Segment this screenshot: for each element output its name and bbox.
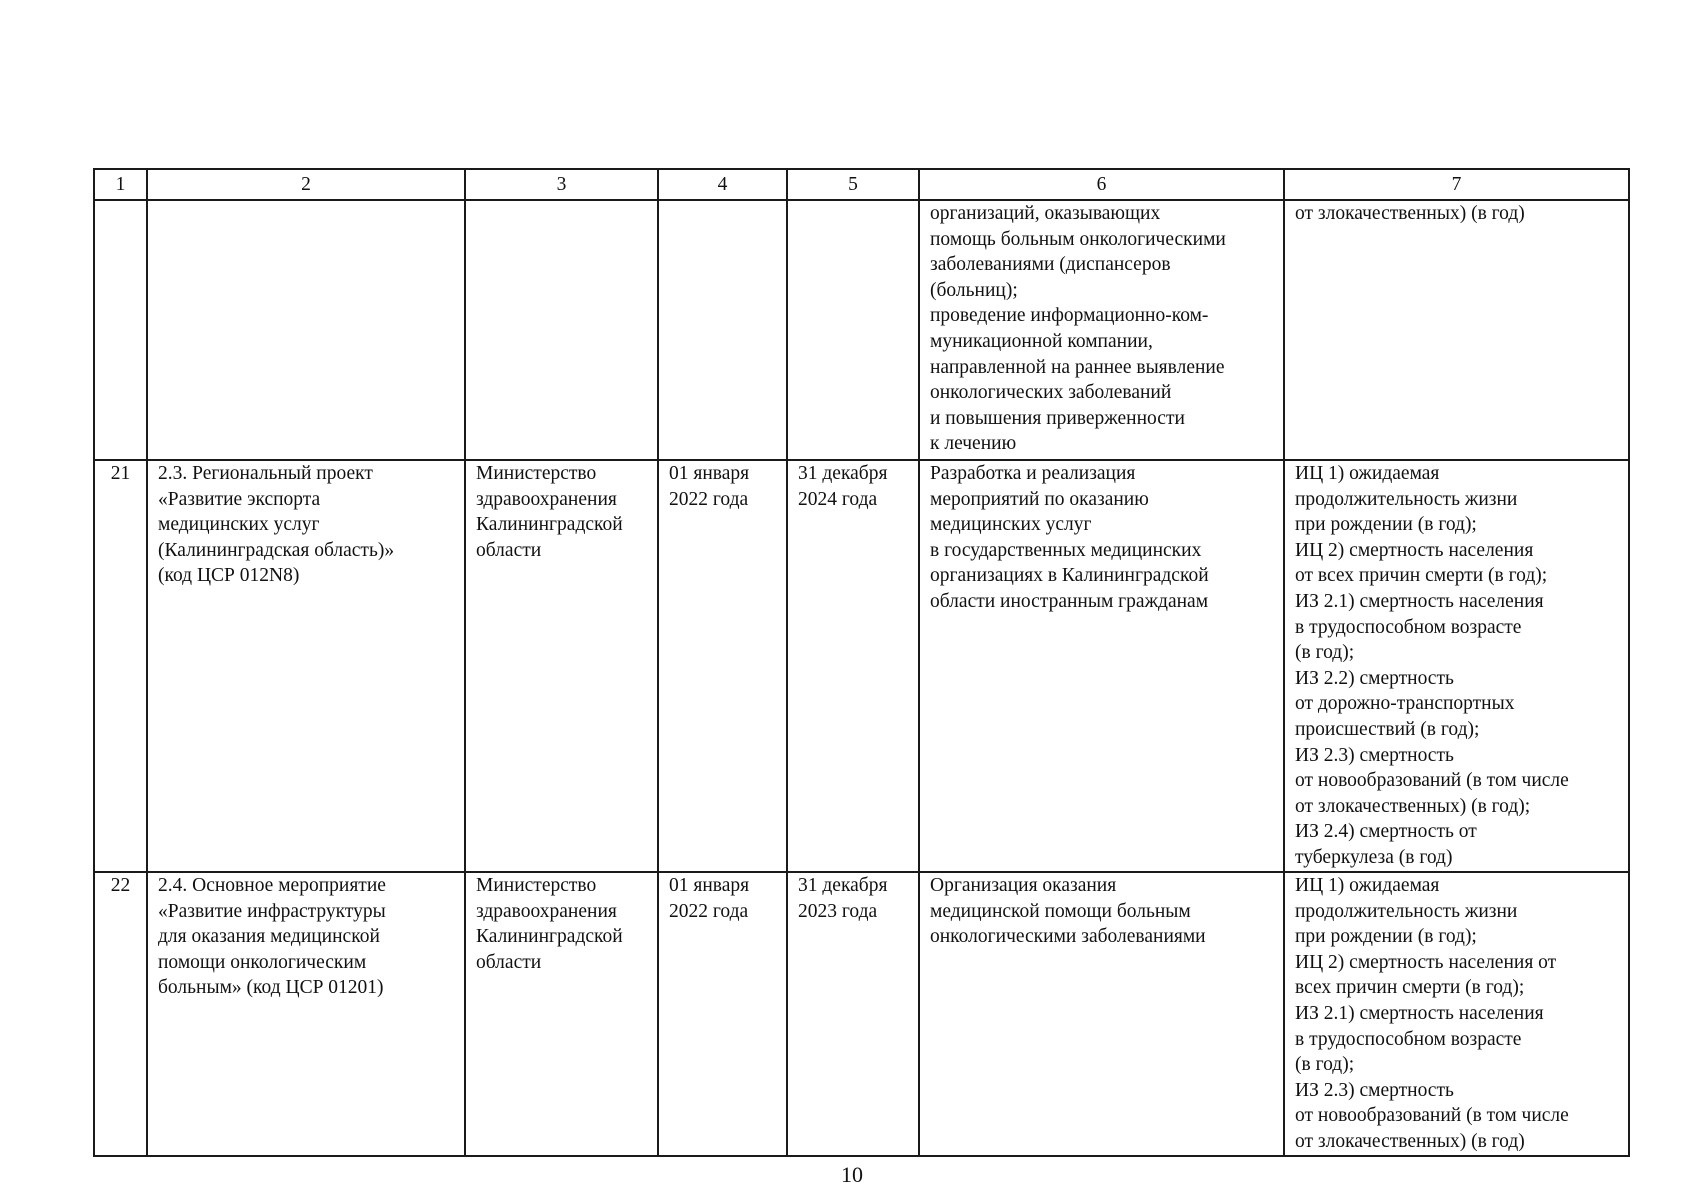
description-cell: Организация оказания медицинской помощи больным онкологическими заболеваниями	[919, 872, 1284, 1156]
responsible-cell: Министерство здравоохранения Калининградской области	[465, 872, 658, 1156]
description-cell: организаций, оказывающих помощь больным онкологическими заболеваниями (диспансеров (больниц); проведение информационно-ком- муникационной компании, направленной на раннее выявление онкологических заболеваний и повышения приверженности к лечению	[919, 200, 1284, 460]
end-date-cell: 31 декабря 2024 года	[787, 460, 919, 872]
activity-title-cell: 2.4. Основное мероприятие «Развитие инфраструктуры для оказания медицинской помощи онкологическим больным» (код ЦСР 01201)	[147, 872, 465, 1156]
indicators-cell: ИЦ 1) ожидаемая продолжительность жизни при рождении (в год); ИЦ 2) смертность населения от всех причин смерти (в год); ИЗ 2.1) смертность населения в трудоспособном возрасте (в год); ИЗ 2.3) смертность от новообразований (в том числе от злокачественных) (в год)	[1284, 872, 1629, 1156]
col-header-5: 5	[787, 169, 919, 200]
program-activities-table	[93, 168, 1630, 1157]
column-number-row	[94, 169, 1629, 200]
row-number-cell: 22	[94, 872, 147, 1156]
start-date-cell: 01 января 2022 года	[658, 872, 787, 1156]
col-header-3: 3	[465, 169, 658, 200]
responsible-cell	[465, 200, 658, 460]
end-date-cell	[787, 200, 919, 460]
indicators-cell: от злокачественных) (в год)	[1284, 200, 1629, 460]
col-header-6: 6	[919, 169, 1284, 200]
description-cell: Разработка и реализация мероприятий по оказанию медицинских услуг в государственных медицинских организациях в Калининградской области иностранным гражданам	[919, 460, 1284, 872]
row-number-cell: 21	[94, 460, 147, 872]
start-date-cell: 01 января 2022 года	[658, 460, 787, 872]
page-number: 10	[841, 1162, 863, 1187]
activity-title-cell: 2.3. Региональный проект «Развитие экспорта медицинских услуг (Калининградская область)» (код ЦСР 012N8)	[147, 460, 465, 872]
activity-title-cell	[147, 200, 465, 460]
col-header-2: 2	[147, 169, 465, 200]
table-row	[94, 872, 1629, 1156]
col-header-4: 4	[658, 169, 787, 200]
col-header-7: 7	[1284, 169, 1629, 200]
responsible-cell: Министерство здравоохранения Калининградской области	[465, 460, 658, 872]
indicators-cell: ИЦ 1) ожидаемая продолжительность жизни при рождении (в год); ИЦ 2) смертность населения от всех причин смерти (в год); ИЗ 2.1) смертность населения в трудоспособном возрасте (в год); ИЗ 2.2) смертность от дорожно-транспортных происшествий (в год); ИЗ 2.3) смертность от новообразований (в том числе от злокачественных) (в год); ИЗ 2.4) смертность от туберкулеза (в год)	[1284, 460, 1629, 872]
table-row-continuation	[94, 200, 1629, 460]
row-number-cell	[94, 200, 147, 460]
end-date-cell: 31 декабря 2023 года	[787, 872, 919, 1156]
start-date-cell	[658, 200, 787, 460]
col-header-1: 1	[94, 169, 147, 200]
table-row	[94, 460, 1629, 872]
